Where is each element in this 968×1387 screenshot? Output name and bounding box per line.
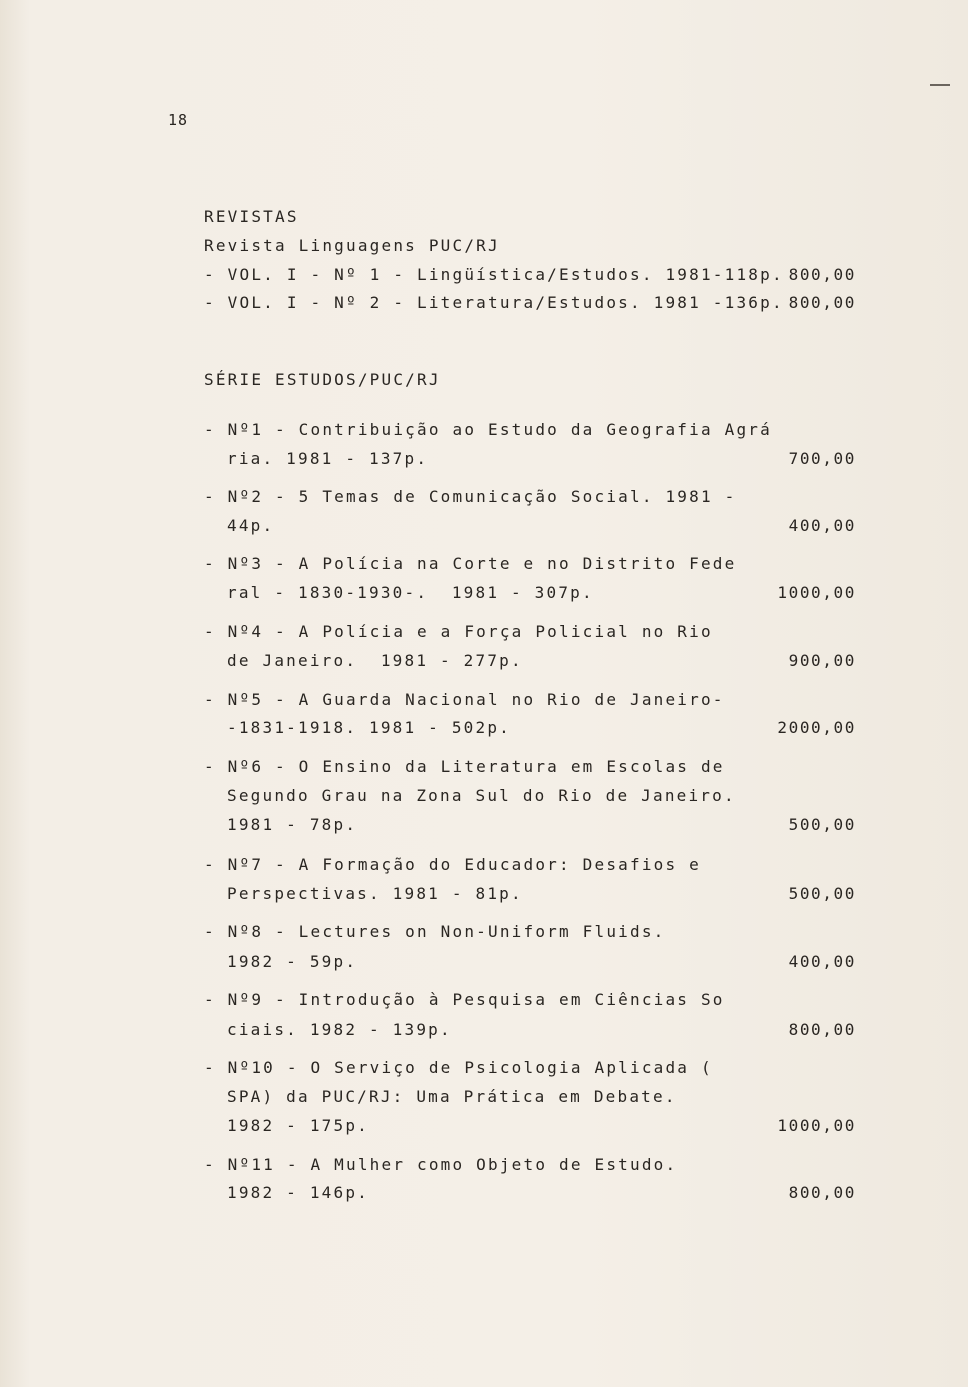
serie-item-3-line-1: - Nº3 - A Polícia na Corte e no Distrito Fede [204,554,737,573]
serie-item-1-price: 700,00 [788,449,856,468]
serie-item-9-line-2: ciais. 1982 - 139p. [227,1020,452,1039]
serie-item-10-line-1: - Nº10 - O Serviço de Psicologia Aplicada ( [204,1058,713,1077]
serie-item-2-line-2: 44p. [227,516,275,535]
serie-item-7-line-2: Perspectivas. 1981 - 81p. [227,884,523,903]
serie-item-4-price: 900,00 [788,651,856,670]
revista-item-2-text: - VOL. I - Nº 2 - Literatura/Estudos. 1981 -136p. [204,293,784,312]
serie-item-2-line-1: - Nº2 - 5 Temas de Comunicação Social. 1981 - [204,487,737,506]
serie-item-6-line-2: Segundo Grau na Zona Sul do Rio de Janeiro. [227,786,736,805]
serie-item-7-price: 500,00 [788,884,856,903]
serie-item-10-price: 1000,00 [777,1116,856,1135]
page-number: 18 [168,111,189,129]
revista-item-1-text: - VOL. I - Nº 1 - Lingüística/Estudos. 1981-118p. [204,265,784,284]
serie-item-9-price: 800,00 [788,1020,856,1039]
serie-item-3-price: 1000,00 [777,583,856,602]
serie-item-6-line-3: 1981 - 78p. [227,815,358,834]
serie-item-6-price: 500,00 [788,815,856,834]
serie-item-1-line-2: ria. 1981 - 137p. [227,449,429,468]
revista-item-2-price: 800,00 [788,293,856,312]
serie-item-10-line-3: 1982 - 175p. [227,1116,369,1135]
serie-item-8-price: 400,00 [788,952,856,971]
revista-item-1-price: 800,00 [788,265,856,284]
edge-mark [930,84,950,86]
serie-item-11-line-1: - Nº11 - A Mulher como Objeto de Estudo. [204,1155,678,1174]
serie-item-4-line-2: de Janeiro. 1981 - 277p. [227,651,523,670]
serie-item-11-price: 800,00 [788,1183,856,1202]
serie-item-1-line-1: - Nº1 - Contribuição ao Estudo da Geografia Agrá [204,420,772,439]
revistas-subtitle: Revista Linguagens PUC/RJ [204,236,500,255]
serie-item-4-line-1: - Nº4 - A Polícia e a Força Policial no Rio [204,622,713,641]
serie-item-11-line-2: 1982 - 146p. [227,1183,369,1202]
serie-item-10-line-2: SPA) da PUC/RJ: Uma Prática em Debate. [227,1087,677,1106]
serie-item-7-line-1: - Nº7 - A Formação do Educador: Desafios e [204,855,701,874]
serie-item-9-line-1: - Nº9 - Introdução à Pesquisa em Ciências So [204,990,725,1009]
revistas-heading: REVISTAS [204,207,299,226]
serie-item-5-line-2: -1831-1918. 1981 - 502p. [227,718,511,737]
serie-item-8-line-2: 1982 - 59p. [227,952,358,971]
serie-item-8-line-1: - Nº8 - Lectures on Non-Uniform Fluids. [204,922,666,941]
serie-item-2-price: 400,00 [788,516,856,535]
serie-item-3-line-2: ral - 1830-1930-. 1981 - 307p. [227,583,594,602]
serie-item-5-price: 2000,00 [777,718,856,737]
serie-item-5-line-1: - Nº5 - A Guarda Nacional no Rio de Janeiro- [204,690,725,709]
serie-item-6-line-1: - Nº6 - O Ensino da Literatura em Escolas de [204,757,725,776]
serie-heading: SÉRIE ESTUDOS/PUC/RJ [204,370,441,389]
